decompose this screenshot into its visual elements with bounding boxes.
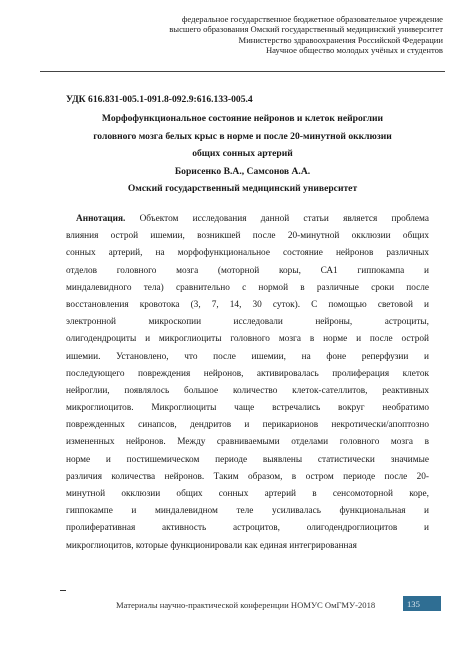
header-line-university: высшего образования Омский государственный медицинский университет xyxy=(169,24,443,35)
abstract-line: поврежденных синапсов, дендритов и перикарионов некротически/апоптозно xyxy=(66,420,429,431)
page-number-badge: 135 xyxy=(403,596,441,611)
abstract-line: микроглиоцитов. Микроглиоциты чаще встречались вокруг необратимо xyxy=(66,403,429,414)
abstract-line: минутной окклюзии общих сонных артерий в сенсомоторной коре, xyxy=(66,489,429,499)
abstract-label: Аннотация. xyxy=(76,214,126,224)
abstract-line: различия количества нейронов. Таким образом, в остром периоде после 20- xyxy=(66,471,429,482)
article-title-block xyxy=(40,110,445,198)
article-title-line-1: Морфофункциональное состояние нейронов и клеток нейроглии xyxy=(101,113,384,124)
abstract-line: норме и постишемическом периоде выявлены статистически значимые xyxy=(66,454,429,465)
article-title-line-3: общих сонных артерий xyxy=(192,148,293,159)
abstract-line: пролиферативная активность астроцитов, олигодендроглиоцитов и xyxy=(66,523,429,534)
abstract-line: нейроглии, появлялось большое количество клеток-сателлитов, реактивных xyxy=(66,385,429,396)
abstract-line xyxy=(66,211,429,228)
article-authors: Борисенко В.А., Самсонов А.А. xyxy=(174,165,311,177)
abstract-line: олигодендроциты и микроглиоциты головного мозга в норме и после острой xyxy=(66,334,429,345)
header-line-ministry: Министерство здравоохранения Российской Федерации xyxy=(238,34,443,45)
abstract-line: последующего повреждения нейронов, активировалась пролиферация клеток xyxy=(66,368,429,379)
abstract-line: измененных нейронов. Между сравниваемыми отделами головного мозга в xyxy=(66,437,429,448)
abstract-body xyxy=(66,211,429,555)
abstract-line: гиппокампе и миндалевидном теле усиливалась функциональная и xyxy=(66,506,429,517)
article-affiliation: Омский государственный медицинский университет xyxy=(127,183,358,194)
abstract-line-text: Объектом исследования данной статьи является проблема xyxy=(125,214,429,224)
header-divider xyxy=(40,71,445,72)
abstract-line: сонных артерий, на морфофункциональное состояние нейронов различных xyxy=(66,248,429,259)
udk-code: УДК 616.831-005.1-091.8-092.9:616.133-005.4 xyxy=(66,94,253,105)
footer-conference: Материалы научно-практической конференции НОМУС ОмГМУ-2018 xyxy=(116,600,376,610)
abstract-line: микроглиоцитов, которые функционировали как единая интегрированная xyxy=(66,540,357,551)
article-title-line-2: головного мозга белых крыс в норме и после 20-минутной окклюзии xyxy=(93,130,392,142)
abstract-line: отделов головного мозга (моторной коры, СА1 гиппокампа и xyxy=(66,265,429,276)
header-line-society: Научное общество молодых учёных и студентов xyxy=(265,45,443,56)
header-line-institution: федеральное государственное бюджетное образовательное учреждение xyxy=(181,14,443,24)
page-header xyxy=(103,14,443,56)
abstract-line: ишемии. Установлено, что после ишемии, на фоне реперфузии и xyxy=(66,351,429,362)
abstract-line: восстановления кровотока (3, 7, 14, 30 суток). С помощью световой и xyxy=(66,299,429,310)
footnote-marker xyxy=(60,590,66,591)
abstract-line: миндалевидного тела) сравнительно с нормой в различные сроки после xyxy=(66,282,429,293)
abstract-line: влияния острой ишемии, возникшей после 20-минутной окклюзии общих xyxy=(66,231,429,242)
abstract-line: электронной микроскопии исследовали нейроны, астроциты, xyxy=(66,317,429,328)
